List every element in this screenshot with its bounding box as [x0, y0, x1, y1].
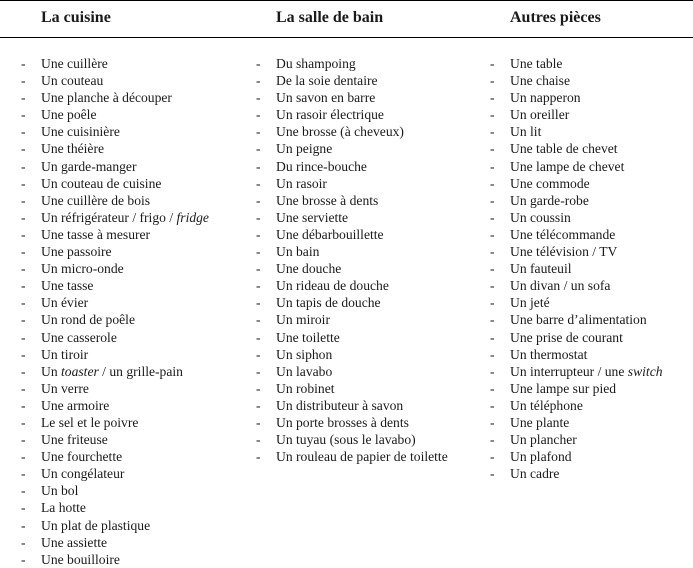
bullet-dash: -	[256, 278, 261, 294]
list-item: - Une fourchette	[21, 449, 123, 465]
bullet-dash: -	[21, 346, 26, 362]
bullet-dash: -	[256, 312, 261, 328]
column-header-other-rooms: Autres pièces	[510, 9, 601, 26]
list-item: - La hotte	[21, 500, 86, 516]
list-item: - Un interrupteur / une switch	[490, 363, 663, 379]
list-item: - Une table de chevet	[490, 141, 618, 157]
list-item: - Un siphon	[256, 346, 333, 362]
list-item: - Un savon en barre	[256, 90, 376, 106]
bullet-dash: -	[490, 363, 495, 379]
list-item: - Une tasse à mesurer	[21, 226, 151, 242]
bullet-dash: -	[490, 107, 495, 123]
list-item: - Un rasoir	[256, 175, 327, 191]
bullet-dash: -	[21, 244, 26, 260]
list-item: - Le sel et le poivre	[21, 414, 139, 430]
list-item: - Une lampe de chevet	[490, 158, 625, 174]
bullet-dash: -	[256, 107, 261, 123]
list-item: - Un jeté	[490, 295, 550, 311]
list-item: - Une commode	[490, 175, 590, 191]
bullet-dash: -	[21, 295, 26, 311]
bullet-dash: -	[21, 261, 26, 277]
list-item: - Une théière	[21, 141, 105, 157]
bullet-dash: -	[21, 466, 26, 482]
list-item: - Une lampe sur pied	[490, 380, 617, 396]
list-item: - Une plante	[490, 414, 570, 430]
list-item: - Un robinet	[256, 380, 335, 396]
list-item: - Une cuillère	[21, 56, 108, 71]
list-item: - Un lit	[490, 124, 542, 140]
bullet-dash: -	[256, 397, 261, 413]
bullet-dash: -	[490, 466, 495, 482]
list-item: - Une planche à découper	[21, 90, 172, 106]
list-item: - Une poêle	[21, 107, 97, 123]
bullet-dash: -	[21, 517, 26, 533]
bullet-dash: -	[21, 107, 26, 123]
list-item: - Une toilette	[256, 329, 340, 345]
list-item: - Une cuisinière	[21, 124, 120, 140]
bullet-dash: -	[490, 329, 495, 345]
list-item: - Une casserole	[21, 329, 117, 345]
bullet-dash: -	[21, 449, 26, 465]
bullet-dash: -	[490, 192, 495, 208]
list-item: - Un rouleau de papier de toilette	[256, 449, 448, 465]
bullet-dash: -	[256, 449, 261, 465]
bullet-dash: -	[21, 209, 26, 225]
bullet-dash: -	[21, 141, 26, 157]
list-item: - Un divan / un sofa	[490, 278, 611, 294]
bullet-dash: -	[21, 483, 26, 499]
list-item: - Un tuyau (sous le lavabo)	[256, 432, 416, 448]
bullet-dash: -	[490, 278, 495, 294]
list-item: - Un couteau	[21, 73, 104, 89]
bullet-dash: -	[490, 414, 495, 430]
bullet-dash: -	[21, 278, 26, 294]
list-item: - Un congélateur	[21, 466, 125, 482]
list-item: - Un tiroir	[21, 346, 89, 362]
bullet-dash: -	[256, 346, 261, 362]
bullet-dash: -	[21, 312, 26, 328]
list-item: - Un micro-onde	[21, 261, 124, 277]
list-item: - Un rasoir électrique	[256, 107, 384, 123]
bullet-dash: -	[490, 449, 495, 465]
list-item: - Un fauteuil	[490, 261, 572, 277]
list-item: - Un peigne	[256, 141, 333, 157]
list-item: - Une barre d’alimentation	[490, 312, 647, 328]
bullet-dash: -	[21, 192, 26, 208]
bullet-dash: -	[256, 90, 261, 106]
bullet-dash: -	[256, 158, 261, 174]
bullet-dash: -	[490, 124, 495, 140]
column-header-bathroom: La salle de bain	[276, 9, 384, 26]
list-item: - Du rince-bouche	[256, 158, 367, 174]
list-item: - Un tapis de douche	[256, 295, 381, 311]
kitchen-list	[21, 55, 209, 568]
list-item: - Un bain	[256, 244, 320, 260]
bullet-dash: -	[490, 397, 495, 413]
bullet-dash: -	[256, 329, 261, 345]
other-rooms-list	[490, 55, 663, 482]
bullet-dash: -	[490, 175, 495, 191]
list-item: - Une passoire	[21, 244, 112, 260]
list-item: - Un plancher	[490, 432, 577, 448]
list-item: - Une télévision / TV	[490, 244, 618, 260]
bullet-dash: -	[256, 192, 261, 208]
list-item: - Du shampoing	[256, 56, 356, 71]
table-top-rule	[0, 0, 693, 1]
bullet-dash: -	[256, 56, 261, 71]
column-header-kitchen: La cuisine	[41, 9, 111, 26]
bullet-dash: -	[21, 551, 26, 567]
bullet-dash: -	[490, 261, 495, 277]
list-item: - Une prise de courant	[490, 329, 623, 345]
list-item: - Une brosse (à cheveux)	[256, 124, 404, 140]
list-item: - Un miroir	[256, 312, 330, 328]
list-item: - Un napperon	[490, 90, 581, 106]
list-item: - Une débarbouillette	[256, 226, 384, 242]
bullet-dash: -	[256, 363, 261, 379]
list-item: - Un distributeur à savon	[256, 397, 404, 413]
list-item: - Un verre	[21, 380, 89, 396]
list-item: - Une télécommande	[490, 226, 616, 242]
list-item: - Un bol	[21, 483, 79, 499]
bullet-dash: -	[256, 73, 261, 89]
bullet-dash: -	[21, 329, 26, 345]
bullet-dash: -	[21, 432, 26, 448]
list-item: - Une armoire	[21, 397, 110, 413]
header-rule	[0, 37, 693, 38]
bullet-dash: -	[490, 380, 495, 396]
list-item: - Un toaster / un grille-pain	[21, 363, 183, 379]
list-item: - Un réfrigérateur / frigo / fridge	[21, 209, 209, 225]
bullet-dash: -	[490, 312, 495, 328]
bullet-dash: -	[21, 90, 26, 106]
list-item: - Une brosse à dents	[256, 192, 379, 208]
bullet-dash: -	[490, 209, 495, 225]
list-item: - Un garde-robe	[490, 192, 589, 208]
list-item: - Une cuillère de bois	[21, 192, 151, 208]
list-item: - Un plat de plastique	[21, 517, 151, 533]
list-item: - Une serviette	[256, 209, 349, 225]
list-item: - De la soie dentaire	[256, 73, 378, 89]
list-item: - Un thermostat	[490, 346, 588, 362]
bullet-dash: -	[256, 226, 261, 242]
bullet-dash: -	[21, 73, 26, 89]
bullet-dash: -	[21, 500, 26, 516]
bullet-dash: -	[21, 363, 26, 379]
bullet-dash: -	[21, 414, 26, 430]
bullet-dash: -	[490, 90, 495, 106]
list-item: - Un rond de poêle	[21, 312, 135, 328]
bullet-dash: -	[256, 295, 261, 311]
list-item: - Un lavabo	[256, 363, 333, 379]
list-item: - Une table	[490, 56, 563, 71]
list-item: - Un oreiller	[490, 107, 570, 123]
bullet-dash: -	[256, 244, 261, 260]
bullet-dash: -	[21, 124, 26, 140]
bullet-dash: -	[21, 158, 26, 174]
bullet-dash: -	[256, 261, 261, 277]
bullet-dash: -	[21, 534, 26, 550]
list-item: - Une douche	[256, 261, 342, 277]
list-item: - Un cadre	[490, 466, 560, 482]
list-item: - Un garde-manger	[21, 158, 137, 174]
list-item: - Un évier	[21, 295, 89, 311]
bullet-dash: -	[490, 73, 495, 89]
bullet-dash: -	[490, 226, 495, 242]
bullet-dash: -	[256, 141, 261, 157]
bullet-dash: -	[21, 226, 26, 242]
bullet-dash: -	[256, 175, 261, 191]
list-item: - Un rideau de douche	[256, 278, 389, 294]
list-item: - Une chaise	[490, 73, 571, 89]
bullet-dash: -	[256, 209, 261, 225]
list-item: - Une bouilloire	[21, 551, 120, 567]
bullet-dash: -	[490, 141, 495, 157]
bullet-dash: -	[256, 432, 261, 448]
bullet-dash: -	[21, 397, 26, 413]
bullet-dash: -	[256, 380, 261, 396]
bullet-dash: -	[490, 244, 495, 260]
list-item: - Une tasse	[21, 278, 94, 294]
bullet-dash: -	[490, 295, 495, 311]
bullet-dash: -	[21, 56, 26, 71]
list-item: - Un couteau de cuisine	[21, 175, 162, 191]
bullet-dash: -	[21, 175, 26, 191]
bullet-dash: -	[490, 158, 495, 174]
list-item: - Une friteuse	[21, 432, 108, 448]
list-item: - Un téléphone	[490, 397, 583, 413]
bathroom-list	[256, 55, 448, 465]
bullet-dash: -	[21, 380, 26, 396]
list-item: - Un coussin	[490, 209, 571, 225]
list-item: - Une assiette	[21, 534, 108, 550]
bullet-dash: -	[256, 414, 261, 430]
bullet-dash: -	[490, 346, 495, 362]
list-item: - Un porte brosses à dents	[256, 414, 409, 430]
bullet-dash: -	[490, 432, 495, 448]
list-item: - Un plafond	[490, 449, 572, 465]
bullet-dash: -	[490, 56, 495, 71]
bullet-dash: -	[256, 124, 261, 140]
